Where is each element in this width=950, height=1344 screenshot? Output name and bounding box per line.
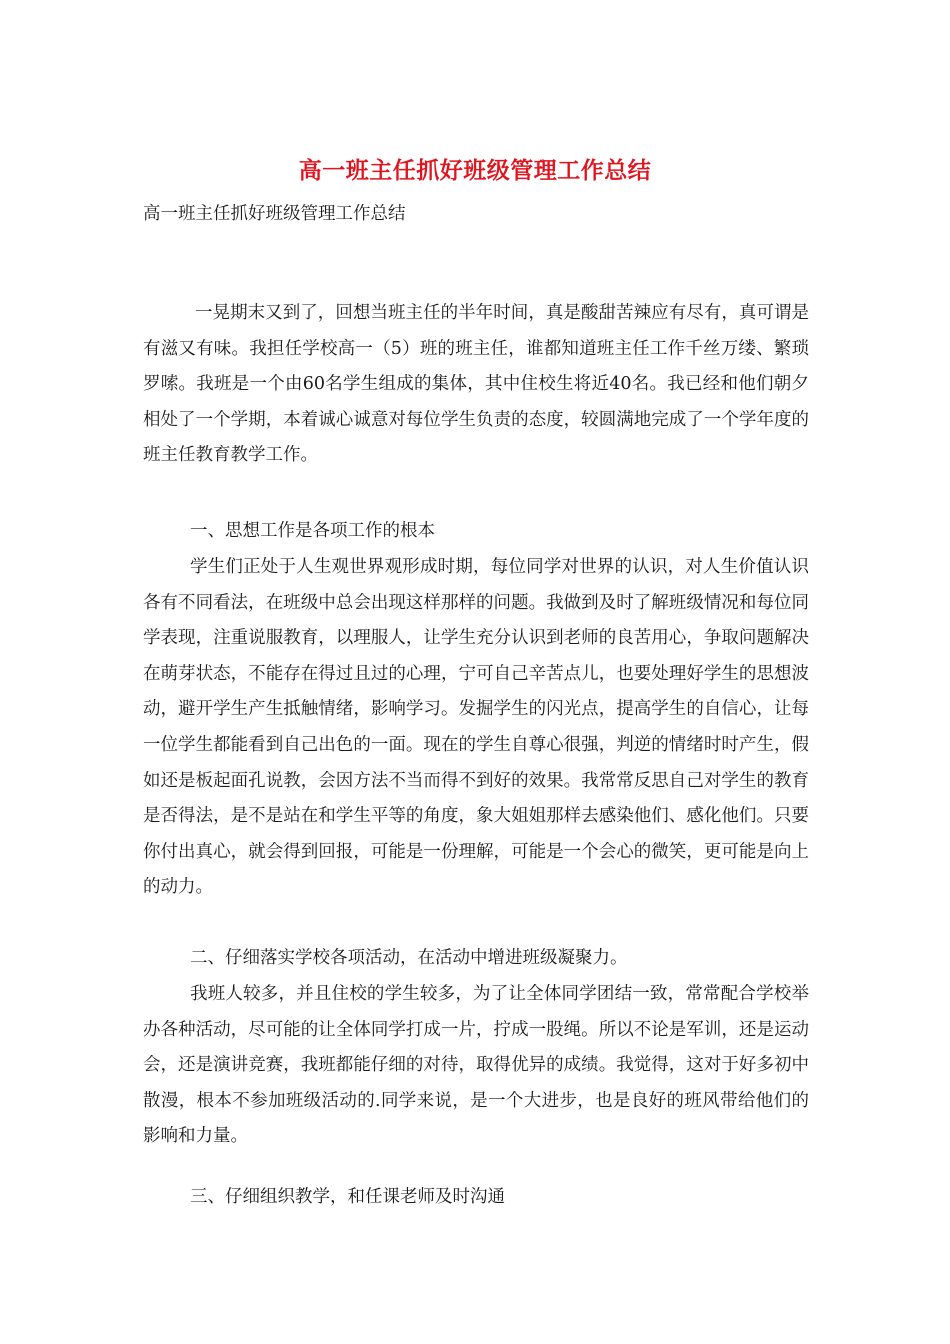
section-heading-3: 三、仔细组织教学，和任课老师及时沟通 <box>190 1187 505 1207</box>
intro-paragraph: 一晃期末又到了，回想当班主任的半年时间，真是酸甜苦辣应有尽有，真可谓是有滋又有味。我担任学校高一（5）班的班主任，谁都知道班主任工作千丝万缕、繁琐罗嗦。我班是一个由60名学生组成的集体，其中住校生将近40名。我已经和他们朝夕相处了一个学期，本着诚心诚意对每位学生负责的态度，较圆满地完成了一个学年度的班主任教育教学工作。 <box>143 303 809 466</box>
section-paragraph-1: 学生们正处于人生观世界观形成时期，每位同学对世界的认识，对人生价值认识各有不同看法，在班级中总会出现这样那样的问题。我做到及时了解班级情况和每位同学表现，注重说服教育，以理服人，让学生充分认识到老师的良苦用心，争取问题解决在萌芽状态，不能存在得过且过的心理，宁可自己辛苦点儿，也要处理好学生的思想波动，避开学生产生抵触情绪，影响学习。发掘学生的闪光点，提高学生的自信心，让每一位学生都能看到自己出色的一面。现在的学生自尊心很强，判逆的情绪时时产生，假如还是板起面孔说教，会因方法不当而得不到好的效果。我常常反思自己对学生的教育是否得法，是不是站在和学生平等的角度，象大姐姐那样去感染他们、感化他们。只要你付出真心，就会得到回报，可能是一份理解，可能是一个会心的微笑，更可能是向上的动力。 <box>143 557 809 898</box>
section-heading-2: 二、仔细落实学校各项活动，在活动中增进班级凝聚力。 <box>190 948 628 968</box>
section-paragraph-2: 我班人较多，并且住校的学生较多，为了让全体同学团结一致，常常配合学校举办各种活动，尽可能的让全体同学打成一片，拧成一股绳。所以不论是军训，还是运动会，还是演讲竞赛，我班都能仔细的对待，取得优异的成绩。我觉得，这对于好多初中散漫，根本不参加班级活动的.同学来说，是一个大进步，也是良好的班风带给他们的影响和力量。 <box>143 984 809 1147</box>
document-title: 高一班主任抓好班级管理工作总结 <box>298 157 652 184</box>
section-heading-1: 一、思想工作是各项工作的根本 <box>190 521 435 541</box>
document-subtitle: 高一班主任抓好班级管理工作总结 <box>143 204 406 224</box>
